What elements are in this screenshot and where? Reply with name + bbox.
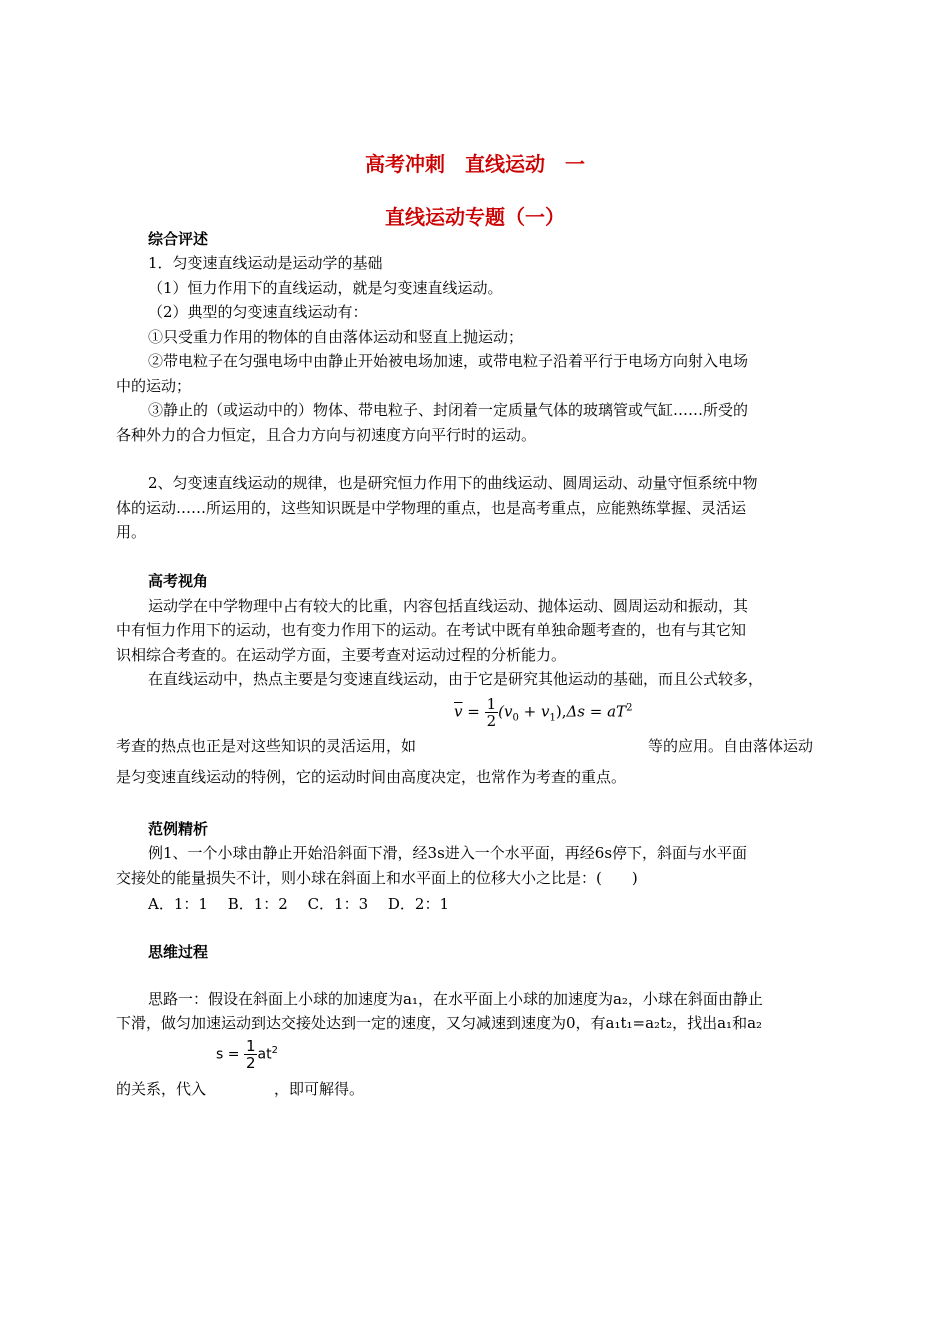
- formula-s-equals: s =: [216, 1046, 240, 1063]
- paragraph-line: 2、匀变速直线运动的规律，也是研究恒力作用下的曲线运动、圆周运动、动量守恒系统中物: [148, 474, 758, 492]
- formula-fraction-half: [244, 1038, 258, 1071]
- fraction-denominator: 2: [486, 712, 497, 730]
- document-subtitle: 直线运动专题（一）: [385, 205, 565, 229]
- paragraph-line: 考查的热点也正是对这些知识的灵活运用，如: [116, 737, 417, 755]
- section-heading-exam-perspective: 高考视角: [148, 572, 209, 590]
- formula-plus-v: + v: [518, 702, 550, 721]
- paragraph-line: 各种外力的合力恒定，且合力方向与初速度方向平行时的运动。: [116, 426, 537, 444]
- section-heading-overview: 综合评述: [148, 230, 209, 248]
- formula-sub-1: 1: [549, 712, 556, 724]
- formula-fraction-half: [485, 696, 499, 729]
- paragraph-line: 体的运动……所运用的，这些知识既是中学物理的重点，也是高考重点，应能熟练掌握、灵活运: [116, 499, 747, 517]
- question-line: 交接处的能量损失不计，则小球在斜面上和水平面上的位移大小之比是：( ): [116, 869, 638, 887]
- paragraph-line: 识相综合考查的。在运动学方面，主要考查对运动过程的分析能力。: [116, 646, 567, 664]
- paragraph-line: 的关系，代入: [116, 1080, 207, 1098]
- paragraph-line: 1．匀变速直线运动是运动学的基础: [148, 254, 383, 272]
- paragraph-line: 下滑，做匀加速运动到达交接处达到一定的速度，又匀减速到速度为0，有a₁t₁=a₂t₂，找出a₁和a₂: [116, 1014, 763, 1032]
- fraction-denominator: 2: [245, 1054, 256, 1072]
- question-line: 例1、一个小球由静止开始沿斜面下滑，经3s进入一个水平面，再经6s停下，斜面与水平面: [148, 844, 748, 862]
- fraction-numerator: 1: [486, 695, 497, 713]
- formula-close: ),: [555, 702, 567, 721]
- formula-average-velocity: [454, 696, 632, 729]
- formula-sup-2: 2: [626, 702, 633, 714]
- formula-delta-s: Δs = aT: [566, 702, 627, 721]
- paragraph-line: 是匀变速直线运动的特例，它的运动时间由高度决定，也常作为考查的重点。: [116, 768, 627, 786]
- formula-v-bar: $\overline{v}$: [454, 702, 463, 721]
- formula-sub-0: 0: [512, 712, 519, 724]
- paragraph-line: ②带电粒子在匀强电场中由静止开始被电场加速，或带电粒子沿着平行于电场方向射入电场: [148, 352, 749, 370]
- paragraph-line: （2）典型的匀变速直线运动有：: [148, 303, 368, 321]
- paragraph-line: ，即可解得。: [274, 1080, 365, 1098]
- paragraph-line: 运动学在中学物理中占有较大的比重，内容包括直线运动、抛体运动、圆周运动和振动，其: [148, 597, 749, 615]
- paragraph-line: ①只受重力作用的物体的自由落体运动和竖直上抛运动；: [148, 328, 524, 346]
- formula-paren-v: (v: [498, 702, 513, 721]
- document-title: 高考冲刺 直线运动 一: [365, 152, 585, 176]
- fraction-numerator: 1: [245, 1037, 256, 1055]
- formula-sup-2: 2: [271, 1044, 278, 1056]
- section-heading-reasoning: 思维过程: [148, 943, 209, 961]
- paragraph-line: 思路一：假设在斜面上小球的加速度为a₁，在水平面上小球的加速度为a₂，小球在斜面由静止: [148, 990, 763, 1008]
- paragraph-line: ③静止的（或运动中的）物体、带电粒子、封闭着一定质量气体的玻璃管或气缸……所受的: [148, 401, 749, 419]
- paragraph-line: 中有恒力作用下的运动，也有变力作用下的运动。在考试中既有单独命题考查的，也有与其它知: [116, 621, 747, 639]
- paragraph-line: 等的应用。自由落体运动: [648, 737, 814, 755]
- section-heading-examples: 范例精析: [148, 820, 209, 838]
- paragraph-line: 用。: [116, 523, 147, 541]
- formula-equals: =: [467, 702, 480, 721]
- answer-choices: A．1：1 B．1：2 C．1：3 D．2：1: [148, 895, 450, 913]
- paragraph-line: 在直线运动中，热点主要是匀变速直线运动，由于它是研究其他运动的基础，而且公式较多，: [148, 670, 764, 688]
- paragraph-line: （1）恒力作用下的直线运动，就是匀变速直线运动。: [148, 279, 503, 297]
- formula-at: at: [257, 1046, 272, 1063]
- formula-displacement: [216, 1038, 278, 1071]
- paragraph-line: 中的运动；: [116, 377, 192, 395]
